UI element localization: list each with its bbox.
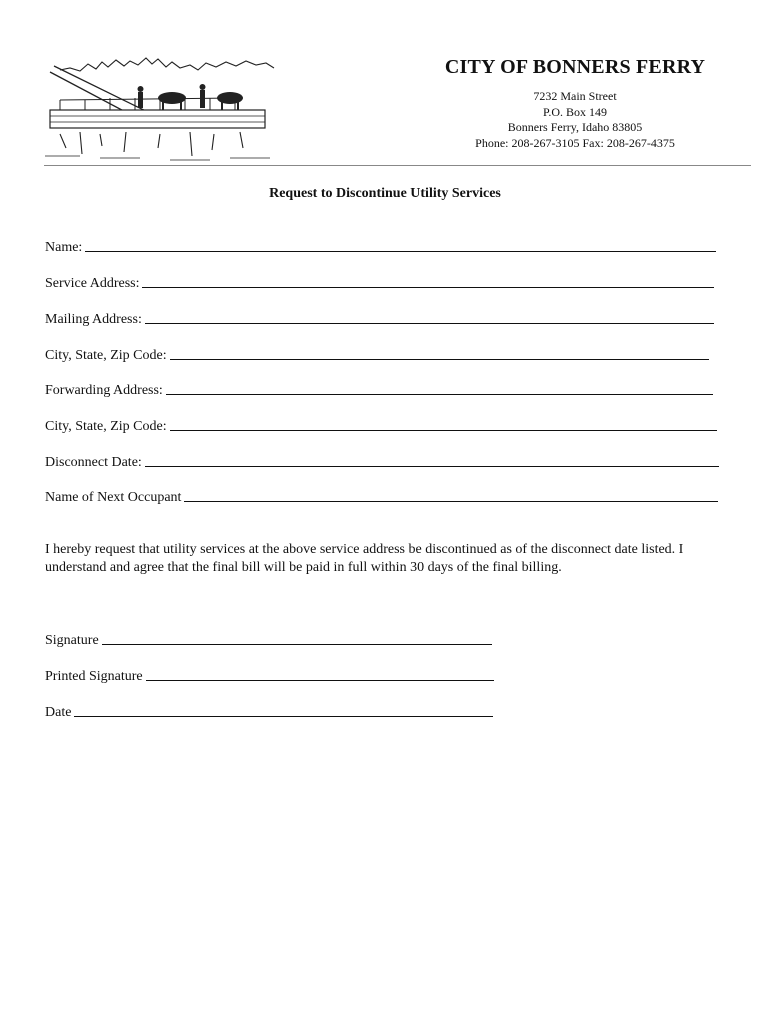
forwarding-address-input-line[interactable]: [166, 394, 713, 395]
forwarding-city-state-zip-input-line[interactable]: [170, 430, 717, 431]
po-box: P.O. Box 149: [542, 104, 607, 119]
header-divider: [44, 165, 751, 166]
disconnect-date-label: Disconnect Date:: [45, 455, 142, 470]
printed-signature-label: Printed Signature: [45, 669, 143, 684]
forwarding-address-field: [45, 379, 713, 399]
date-label: Date: [45, 705, 72, 720]
disconnect-date-field: [45, 451, 719, 471]
phone-fax: Phone: 208-267-3105 Fax: 208-267-4375: [475, 135, 675, 150]
next-occupant-input-line[interactable]: [184, 501, 718, 502]
letterhead: [400, 56, 750, 151]
mailing-address-input-line[interactable]: [145, 323, 714, 324]
city-name: CITY OF BONNERS FERRY: [444, 56, 706, 78]
forwarding-city-state-zip-field: [45, 415, 717, 435]
name-input-line[interactable]: [85, 251, 716, 252]
service-address-field: [45, 272, 714, 292]
disconnect-date-input-line[interactable]: [145, 466, 719, 467]
service-address-input-line[interactable]: [142, 287, 714, 288]
forwarding-address-label: Forwarding Address:: [45, 383, 163, 398]
city-state-zip: Bonners Ferry, Idaho 83805: [507, 120, 643, 134]
city-state-zip-input-line[interactable]: [170, 359, 709, 360]
signature-field: [45, 629, 492, 649]
ferry-sketch-icon: [40, 48, 290, 168]
mailing-address-label: Mailing Address:: [45, 312, 142, 327]
date-input-line[interactable]: [74, 716, 493, 717]
printed-signature-field: [45, 665, 494, 685]
agreement-statement: I hereby request that utility services at the above service address be discontinued as of the disconnect date listed. I understand and agree that the final bill will be paid in full within 30 days of the final billing.: [45, 542, 684, 575]
next-occupant-label: Name of Next Occupant: [45, 490, 182, 505]
name-field: [45, 236, 716, 256]
city-state-zip-field: [45, 344, 709, 364]
signature-label: Signature: [45, 633, 99, 648]
street-address: 7232 Main Street: [533, 89, 617, 103]
name-label: Name:: [45, 240, 83, 255]
form-title: Request to Discontinue Utility Services: [269, 186, 501, 201]
printed-signature-input-line[interactable]: [146, 680, 494, 681]
forwarding-city-state-zip-label: City, State, Zip Code:: [45, 419, 167, 434]
mailing-address-field: [45, 308, 714, 328]
date-field: [45, 701, 493, 721]
next-occupant-field: [45, 486, 718, 506]
signature-input-line[interactable]: [102, 644, 492, 645]
service-address-label: Service Address:: [45, 276, 140, 291]
city-state-zip-label: City, State, Zip Code:: [45, 348, 167, 363]
